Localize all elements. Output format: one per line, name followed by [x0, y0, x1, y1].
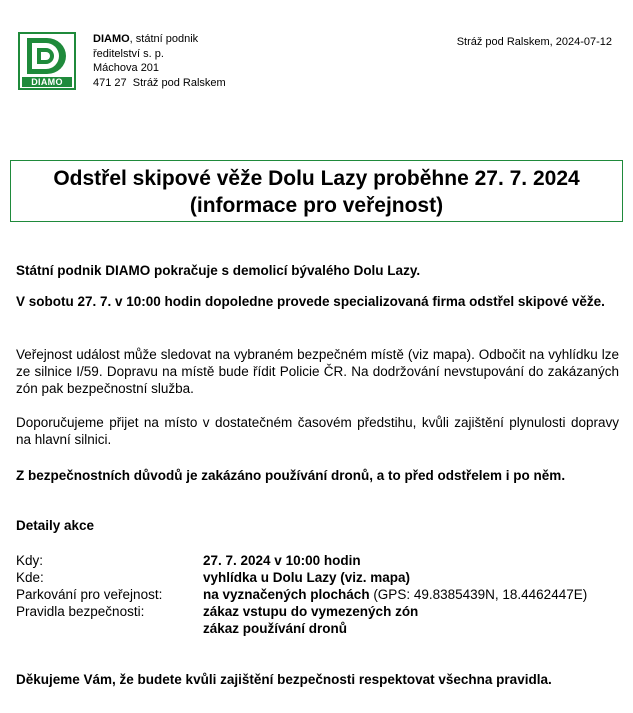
details-value: zákaz používání dronů — [203, 621, 348, 636]
details-label: Pravidla bezpečnosti: — [16, 604, 145, 619]
sender-address — [93, 32, 226, 90]
details-value: na vyznačených plochách — [203, 587, 370, 602]
paragraph-arrival: Doporučujeme přijet na místo v dostatečném časovém předstihu, kvůli zajištění plynulosti dopravy na hlavní silnici. — [16, 415, 619, 447]
sender-suffix: , státní podnik — [129, 33, 199, 45]
paragraph-public: Veřejnost událost může sledovat na vybraném bezpečném místě (viz mapa). Odbočit na vyhlídku lze ze silnice I/59. Dopravu na místě bude řídit Policie ČR. Na dodržování nevstupování do zakázaných zón pak bezpečnostní služba. — [16, 347, 619, 396]
details-value: zákaz vstupu do vymezených zón — [203, 604, 419, 619]
details-label: Kde: — [16, 570, 44, 585]
paragraph-intro: Státní podnik DIAMO pokračuje s demolicí bývalého Dolu Lazy. — [16, 263, 421, 278]
sender-line4: 471 27 Stráž pod Ralskem — [93, 76, 226, 89]
details-label: Parkování pro veřejnost: — [16, 587, 163, 602]
sender-line2: ředitelství s. p. — [93, 47, 164, 60]
details-row-rules — [16, 603, 626, 620]
logo-text: DIAMO — [31, 77, 63, 87]
sender-line3: Máchova 201 — [93, 62, 160, 74]
details-table — [16, 552, 626, 637]
paragraph-date: V sobotu 27. 7. v 10:00 hodin dopoledne provede specializovaná firma odstřel skipové věže. — [16, 294, 605, 309]
details-row-when — [16, 552, 626, 569]
details-value: vyhlídka u Dolu Lazy (viz. mapa) — [203, 570, 411, 585]
letterhead — [18, 32, 618, 92]
paragraph-drones: Z bezpečnostních důvodů je zakázáno používání dronů, a to před odstřelem i po něm. — [16, 468, 566, 483]
details-row-rules-2 — [16, 620, 626, 637]
diamo-logo — [18, 32, 76, 90]
details-row-parking — [16, 586, 626, 603]
closing-statement: Děkujeme Vám, že budete kvůli zajištění bezpečnosti respektovat všechna pravidla. — [16, 672, 552, 687]
place-date: Stráž pod Ralskem, 2024-07-12 — [456, 36, 612, 48]
details-label: Kdy: — [16, 553, 44, 568]
title-box — [10, 160, 623, 222]
sender-line1 — [93, 32, 226, 47]
details-value: 27. 7. 2024 v 10:00 hodin — [203, 553, 361, 568]
details-row-where — [16, 569, 626, 586]
title-line2: (informace pro veřejnost) — [189, 194, 444, 217]
sender-name: DIAMO — [93, 33, 130, 45]
gps-coordinates: (GPS: 49.8385439N, 18.4462447E) — [369, 587, 588, 602]
title-line1: Odstřel skipové věže Dolu Lazy proběhne 27. 7. 2024 — [53, 167, 580, 190]
details-heading: Detaily akce — [16, 518, 95, 533]
